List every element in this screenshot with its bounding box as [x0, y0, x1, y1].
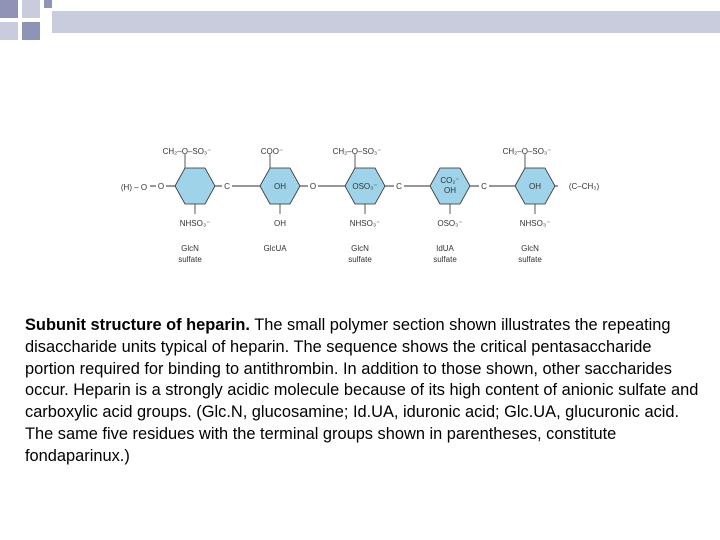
structure-labels — [121, 147, 600, 264]
residue-name2-0: sulfate — [178, 255, 202, 264]
top-substituent-2: CH₂–O–SO₃⁻ — [332, 147, 382, 156]
ring-label-2: OSO₃⁻ — [352, 182, 378, 191]
bottom-substituent-1: OH — [274, 219, 286, 228]
figure-caption — [25, 315, 705, 468]
top-substituent-4: CH₂–O–SO₃⁻ — [502, 147, 552, 156]
bottom-substituent-4: NHSO₃⁻ — [519, 219, 551, 228]
right-terminal-label: (C–CH₃) — [568, 182, 600, 191]
header-bar — [52, 11, 720, 33]
linker-label-3: C — [396, 182, 402, 191]
residue-name-3: IdUA — [436, 244, 454, 253]
header-square-light-2 — [0, 22, 18, 40]
header-square-dark-1 — [0, 0, 18, 18]
bottom-substituent-0: NHSO₃⁻ — [179, 219, 211, 228]
heparin-structure-diagram — [110, 138, 610, 268]
linker-label-0: O — [157, 182, 165, 191]
header-square-light-1 — [22, 0, 40, 18]
linker-label-2: O — [309, 182, 317, 191]
heparin-structure-svg — [110, 138, 610, 268]
residue-name-0: GlcN — [181, 244, 199, 253]
top-substituent-0: CH₂–O–SO₃⁻ — [162, 147, 212, 156]
header-square-dark-3 — [44, 0, 52, 8]
bottom-substituent-3: OSO₃⁻ — [437, 219, 463, 228]
residue-name-1: GlcUA — [263, 244, 287, 253]
header-square-dark-2 — [22, 22, 40, 40]
residue-name-2: GlcN — [351, 244, 369, 253]
residue-name2-2: sulfate — [348, 255, 372, 264]
ring-label-3-a: CO₂⁻ — [440, 176, 460, 185]
caption-title: Subunit structure of heparin. — [25, 316, 250, 334]
ring-label-3-b: OH — [444, 186, 456, 195]
ring-label-1: OH — [274, 182, 286, 191]
sugar-ring-0 — [175, 168, 215, 204]
residue-name-4: GlcN — [521, 244, 539, 253]
residue-name2-3: sulfate — [433, 255, 457, 264]
left-terminal-label: (H) – O — [120, 183, 148, 192]
ring-label-4: OH — [529, 182, 541, 191]
caption-body: The small polymer section shown illustrates the repeating disaccharide units typical of heparin. The sequence shows the critical pentasaccharide portion required for binding to antithrombin. In addition to those shown, other saccharides occur. Heparin is a strongly acidic molecule because of its high content of anionic sulfate and carboxylic acid groups. (Glc.N, glucosamine; Id.UA, iduronic acid; Glc.UA, glucuronic acid. The same five residues with the terminal groups shown in parentheses, constitute fondaparinux.) — [25, 316, 699, 465]
top-substituent-1: COO⁻ — [260, 147, 284, 156]
linker-label-4: C — [481, 182, 487, 191]
bottom-substituent-2: NHSO₃⁻ — [349, 219, 381, 228]
residue-name2-4: sulfate — [518, 255, 542, 264]
linker-label-1: C — [224, 182, 230, 191]
